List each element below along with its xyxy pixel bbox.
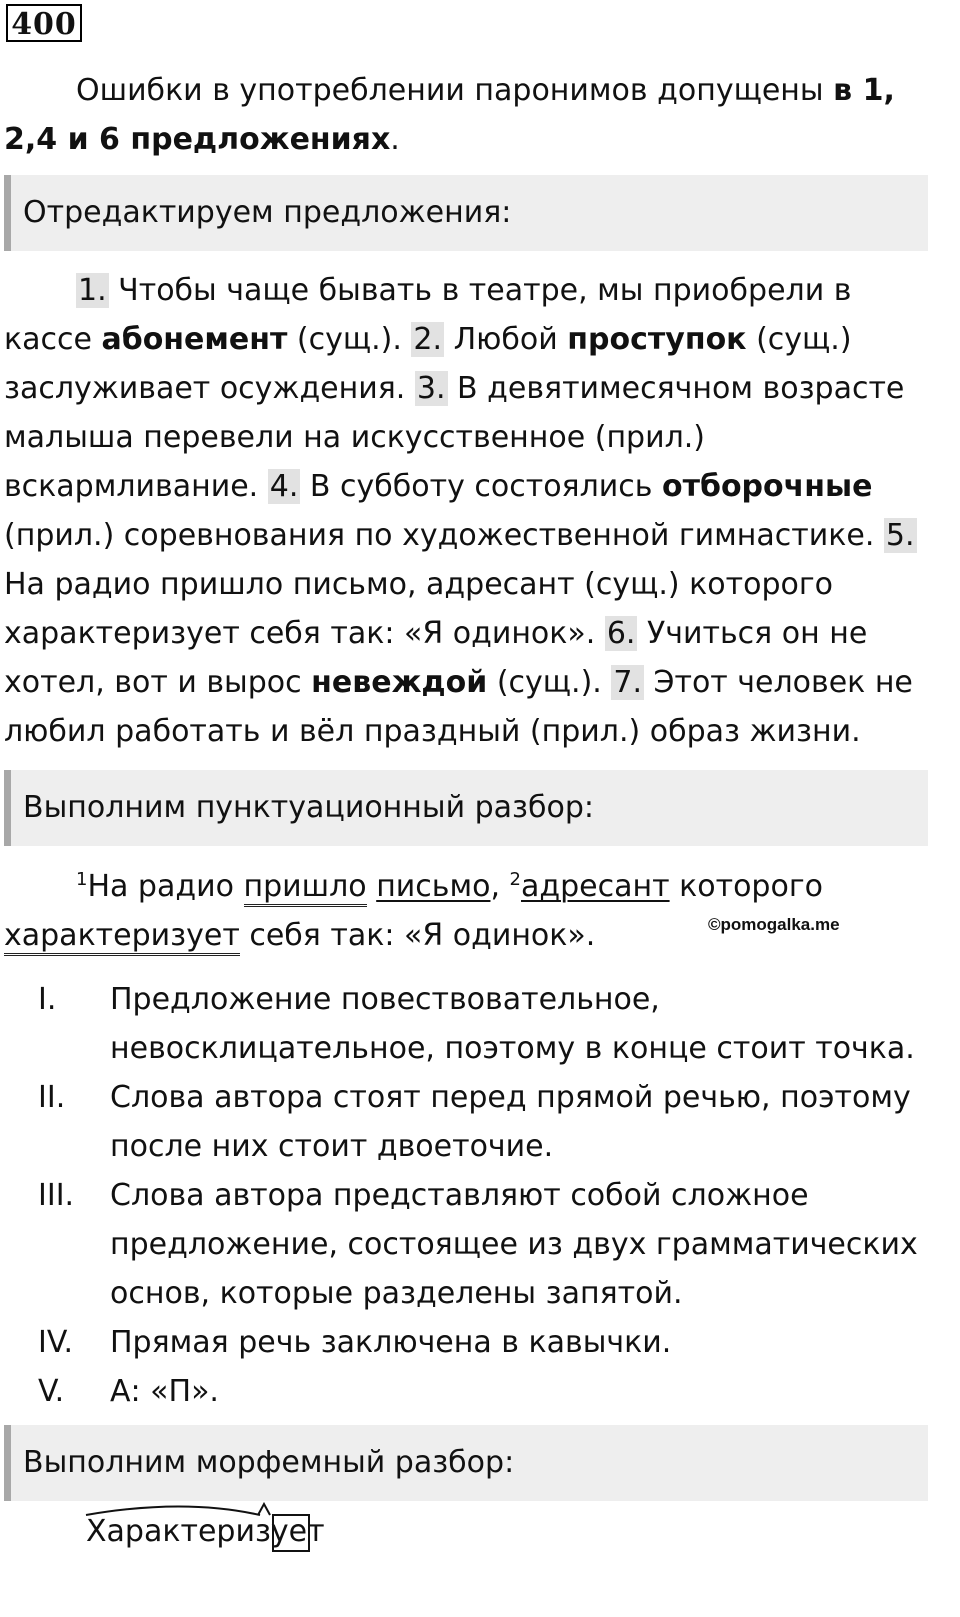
sentence-number: 7. — [613, 665, 642, 700]
clause-number: 2 — [509, 869, 521, 890]
list-item — [0, 1318, 940, 1367]
analysis-list — [0, 975, 940, 1416]
sentences-paragraph — [4, 266, 930, 756]
list-item — [0, 1367, 940, 1416]
ending-box — [272, 1514, 310, 1552]
corrected-word: невеждой — [311, 665, 488, 700]
sentence-number: 4. — [269, 469, 299, 504]
sentence-text: (сущ.) заслуживает осуждения. — [4, 322, 852, 406]
sentence-text: Любой — [444, 322, 568, 357]
section-title: Выполним пунктуационный разбор: — [23, 790, 595, 825]
sentence-text: На радио пришло письмо, адресант (сущ.) которого характеризует себя так: «Я одинок». — [4, 567, 833, 651]
sentence-text: (сущ.). — [487, 665, 612, 700]
list-text: А: «П». — [110, 1374, 219, 1409]
sentence-text: (прил.) соревнования по художественной гимнастике. — [4, 518, 884, 553]
clause-number: 1 — [76, 869, 88, 890]
analysis-sentence — [4, 862, 900, 960]
intro-bold: в 1, 2,4 и 6 предложениях — [4, 73, 895, 157]
sentence-text: (сущ.). — [287, 322, 412, 357]
list-text: Прямая речь заключена в кавычки. — [110, 1325, 672, 1360]
subject: письмо — [376, 869, 491, 904]
morpheme-word: Характеризует — [86, 1514, 325, 1549]
sentence-text: Учиться он не хотел, вот и вырос — [4, 616, 868, 700]
predicate: пришло — [244, 869, 367, 907]
section-title: Выполним морфемный разбор: — [23, 1445, 515, 1480]
analysis-text: На радио — [87, 869, 244, 904]
corrected-word: отборочные — [662, 469, 873, 504]
section-header-edit — [4, 175, 928, 251]
corrected-word: проступок — [567, 322, 747, 357]
list-item — [0, 1073, 940, 1171]
list-number: III. — [38, 1178, 75, 1213]
section-header-punctuation — [4, 770, 928, 846]
exercise-number: 400 — [6, 4, 82, 42]
analysis-text: себя так: «Я одинок». — [239, 918, 596, 953]
sentence-number: 5. — [885, 518, 915, 553]
sentence-number: 2. — [413, 322, 443, 357]
list-number: IV. — [38, 1325, 74, 1360]
intro-end: . — [390, 122, 400, 157]
corrected-word: абонемент — [101, 322, 288, 357]
analysis-text — [367, 869, 377, 904]
section-header-morpheme — [4, 1425, 928, 1501]
list-text: Слова автора представляют собой сложное предложение, состоящее из двух грамматических основ, которые разделены запятой. — [110, 1178, 918, 1311]
analysis-text: , — [490, 869, 510, 904]
morpheme-analysis — [84, 1512, 327, 1552]
list-number: II. — [38, 1080, 66, 1115]
intro-text: Ошибки в употреблении паронимов допущены — [76, 73, 834, 108]
list-number: V. — [38, 1374, 65, 1409]
predicate: характеризует — [4, 918, 240, 956]
intro-paragraph — [4, 66, 930, 164]
sentence-number: 1. — [78, 273, 107, 308]
sentence-text: Этот человек не любил работать и вёл праздный (прил.) образ жизни. — [4, 665, 913, 749]
sentence-number: 6. — [606, 616, 636, 651]
list-item — [0, 1171, 940, 1318]
analysis-text: которого — [669, 869, 823, 904]
watermark: ©pomogalka.me — [708, 915, 840, 934]
subject: адресант — [521, 869, 670, 904]
list-text: Слова автора стоят перед прямой речью, поэтому после них стоит двоеточие. — [110, 1080, 911, 1164]
section-title: Отредактируем предложения: — [23, 195, 512, 230]
list-item — [0, 975, 940, 1073]
sentence-text: В девятимесячном возрасте малыша перевели на искусственное (прил.) вскармливание. — [4, 371, 905, 504]
sentence-text: В субботу состоялись — [300, 469, 662, 504]
sentence-text: Чтобы чаще бывать в театре, мы приобрели в кассе — [4, 273, 852, 357]
list-number: I. — [38, 982, 57, 1017]
sentence-number: 3. — [416, 371, 446, 406]
list-text: Предложение повествовательное, невосклицательное, поэтому в конце стоит точка. — [110, 982, 915, 1066]
